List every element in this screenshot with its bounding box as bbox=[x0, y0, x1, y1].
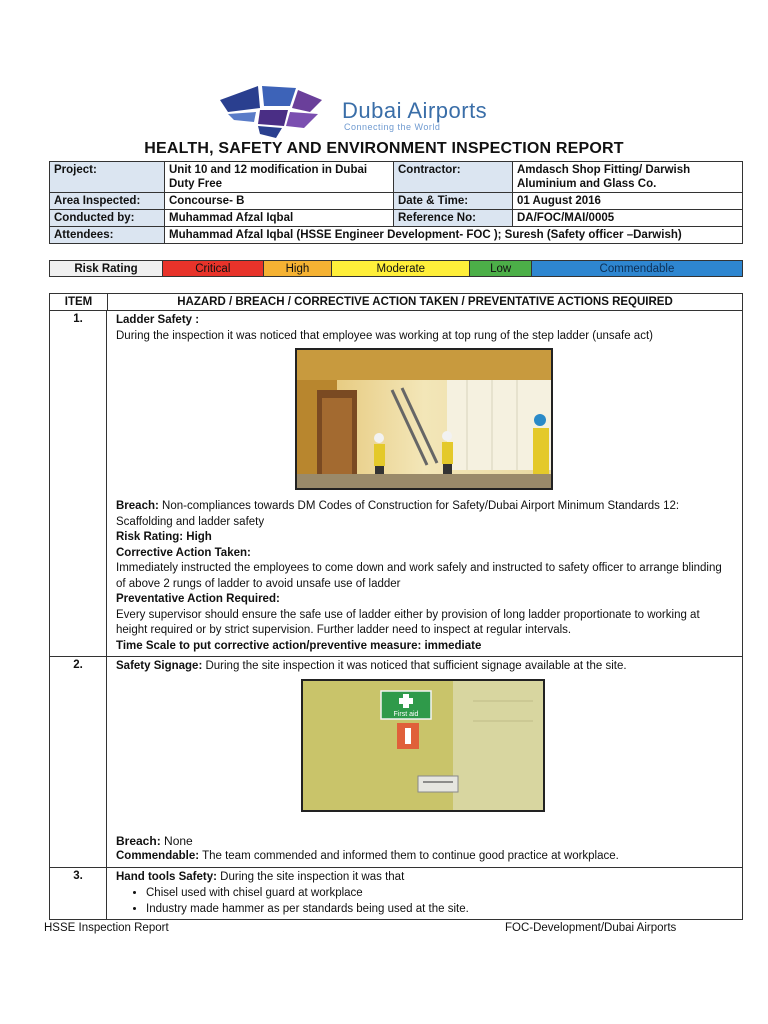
table-row bbox=[50, 868, 742, 920]
risk-level-commendable: Commendable bbox=[531, 261, 742, 277]
ladder-site-photo bbox=[295, 348, 553, 490]
item-number: 2. bbox=[50, 657, 107, 867]
risk-rating-label: Risk Rating bbox=[50, 261, 163, 277]
date-label: Date & Time: bbox=[394, 193, 513, 210]
risk-level-low: Low bbox=[470, 261, 532, 277]
commendable-line bbox=[116, 849, 734, 865]
preventative-label: Preventative Action Required: bbox=[116, 593, 280, 605]
item-observation: During the site inspection it was that bbox=[216, 870, 405, 883]
footer-right: FOC-Development/Dubai Airports bbox=[505, 922, 677, 934]
breach-line bbox=[116, 834, 734, 850]
contractor-label: Contractor: bbox=[394, 162, 513, 193]
project-value: Unit 10 and 12 modification in Dubai Duty Free bbox=[165, 162, 394, 193]
bullet-list bbox=[116, 885, 734, 917]
reference-value: DA/FOC/MAI/0005 bbox=[513, 210, 743, 227]
risk-level-moderate: Moderate bbox=[332, 261, 470, 277]
signage-photo-image bbox=[303, 681, 543, 810]
table-row bbox=[50, 657, 742, 868]
item-heading: Ladder Safety : bbox=[116, 314, 200, 326]
item-body bbox=[107, 657, 742, 867]
breach-label: Breach: bbox=[116, 500, 159, 512]
ladder-photo-image bbox=[297, 350, 551, 488]
item-column-header: ITEM bbox=[50, 294, 108, 310]
area-value: Concourse- B bbox=[165, 193, 394, 210]
item-observation-line bbox=[116, 659, 734, 675]
corrective-text: Immediately instructed the employees to come down and work safely and instructed to safety officer to arrange blinding of above 2 rungs of ladder to avoid unsafe use of ladder bbox=[116, 562, 722, 590]
conducted-value: Muhammad Afzal Iqbal bbox=[165, 210, 394, 227]
breach-label: Breach: bbox=[116, 833, 161, 848]
preventative-text: Every supervisor should ensure the safe use of ladder either by provision of long ladder proportionate to working at height required or by strict supervision. Further ladder need to inspect at regular intervals. bbox=[116, 608, 700, 636]
first-aid-sign-text: First aid bbox=[393, 710, 419, 718]
item-observation: During the site inspection it was noticed that sufficient signage available at the site. bbox=[202, 660, 627, 672]
item-body bbox=[107, 311, 742, 656]
footer-left: HSSE Inspection Report bbox=[44, 922, 169, 934]
signage-site-photo bbox=[301, 679, 545, 812]
dubai-airports-logo bbox=[218, 82, 563, 142]
area-label: Area Inspected: bbox=[50, 193, 165, 210]
description-column-header: HAZARD / BREACH / CORRECTIVE ACTION TAKEN / PREVENTATIVE ACTIONS REQUIRED bbox=[177, 296, 673, 308]
risk-level-critical: Critical bbox=[163, 261, 264, 277]
reference-label: Reference No: bbox=[394, 210, 513, 227]
commendable-text: The team commended and informed them to continue good practice at workplace. bbox=[199, 850, 619, 862]
logo-name: Dubai Airports bbox=[342, 98, 488, 123]
item-number: 1. bbox=[50, 311, 107, 656]
corrective-label: Corrective Action Taken: bbox=[116, 546, 251, 559]
item-number: 3. bbox=[50, 868, 107, 920]
logo-tagline: Connecting the World bbox=[344, 122, 441, 132]
date-value: 01 August 2016 bbox=[513, 193, 743, 210]
breach-line bbox=[116, 499, 734, 530]
report-title: HEALTH, SAFETY AND ENVIRONMENT INSPECTION REPORT bbox=[144, 140, 624, 157]
project-label: Project: bbox=[50, 162, 165, 193]
table-row bbox=[50, 311, 742, 657]
dubai-airports-logo-mark-icon bbox=[218, 82, 338, 140]
item-body bbox=[107, 868, 742, 920]
time-scale-line: Time Scale to put corrective action/preventive measure: immediate bbox=[116, 639, 482, 652]
attendees-value: Muhammad Afzal Iqbal (HSSE Engineer Development- FOC ); Suresh (Safety officer –Darwish) bbox=[165, 227, 743, 244]
attendees-label: Attendees: bbox=[50, 227, 165, 244]
list-item: • Chisel used with chisel guard at workplace bbox=[146, 885, 734, 901]
breach-text: Non-compliances towards DM Codes of Construction for Safety/Dubai Airport Minimum Standards 12: Scaffolding and ladder safety bbox=[116, 500, 680, 528]
report-info-table bbox=[49, 161, 743, 244]
list-item: • Industry made hammer as per standards being used at the site. bbox=[146, 901, 734, 917]
risk-level-high: High bbox=[263, 261, 332, 277]
conducted-label: Conducted by: bbox=[50, 210, 165, 227]
commendable-label: Commendable: bbox=[116, 850, 200, 862]
risk-rating-legend bbox=[49, 260, 743, 277]
risk-rating-line: Risk Rating: High bbox=[116, 531, 212, 543]
breach-text: None bbox=[160, 833, 193, 848]
item-heading: Hand tools Safety: bbox=[116, 870, 217, 883]
item-heading: Safety Signage: bbox=[116, 660, 203, 672]
item-observation: During the inspection it was noticed that employee was working at top rung of the step ladder (unsafe act) bbox=[116, 329, 653, 342]
item-observation-line bbox=[116, 870, 734, 886]
contractor-value: Amdasch Shop Fitting/ Darwish Aluminium and Glass Co. bbox=[513, 162, 743, 193]
hazard-table bbox=[49, 293, 743, 920]
hazard-table-header bbox=[50, 294, 742, 311]
